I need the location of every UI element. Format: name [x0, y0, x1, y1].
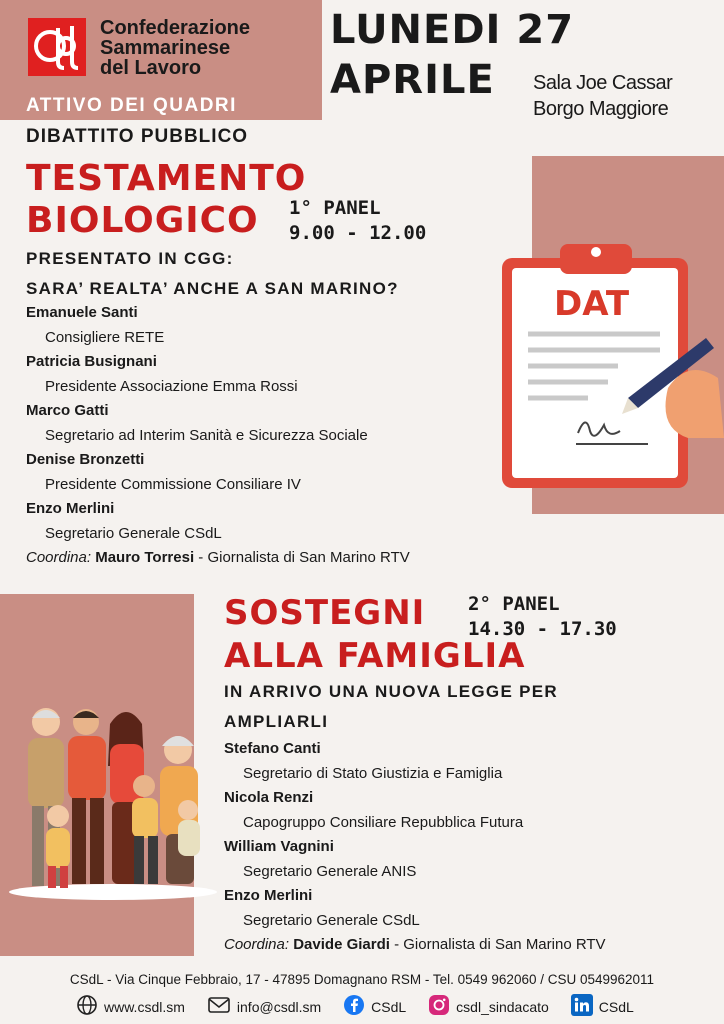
clipboard-illustration — [498, 238, 724, 494]
panel1-speakers — [26, 304, 506, 566]
footer-links — [76, 994, 656, 1019]
panel2-subtitle — [224, 677, 558, 737]
dibattito-label: DIBATTITO PUBBLICO — [26, 126, 249, 147]
event-date-day: LUNEDI 27 — [330, 7, 575, 53]
speaker-role: Presidente Commissione Consiliare IV — [45, 476, 301, 493]
panel2-title-line2: ALLA FAMIGLIA — [224, 636, 526, 676]
coordinator — [224, 936, 714, 953]
speaker-name: Enzo Merlini — [26, 500, 115, 517]
panel2-speakers — [224, 740, 714, 953]
panel1-number: 1° PANEL — [289, 197, 381, 219]
csdl-logo — [28, 18, 86, 76]
linkedin-icon — [571, 994, 593, 1019]
coordinator — [26, 549, 506, 566]
panel1-subtitle-line1: PRESENTATO IN CGG: — [26, 249, 234, 268]
instagram-icon — [428, 994, 450, 1019]
panel2-subtitle-line1: IN ARRIVO UNA NUOVA LEGGE PER — [224, 682, 558, 701]
globe-icon — [76, 994, 98, 1019]
speaker-role: Segretario Generale CSdL — [243, 912, 420, 929]
speaker-name: Patricia Busignani — [26, 353, 157, 370]
speaker-name: William Vagnini — [224, 838, 334, 855]
instagram-link[interactable] — [428, 994, 549, 1019]
speaker-name: Denise Bronzetti — [26, 451, 145, 468]
envelope-icon — [207, 995, 231, 1018]
speaker-role: Segretario Generale ANIS — [243, 863, 417, 880]
facebook-link[interactable] — [343, 994, 406, 1019]
panel1-subtitle — [26, 244, 399, 304]
coord-role: - Giornalista di San Marino RTV — [194, 549, 410, 566]
panel1-subtitle-line2: SARA’ REALTA’ ANCHE A SAN MARINO? — [26, 279, 399, 298]
speaker-role: Segretario di Stato Giustizia e Famiglia — [243, 765, 503, 782]
org-name — [100, 18, 250, 78]
speaker-role: Presidente Associazione Emma Rossi — [45, 378, 298, 395]
panel1-label — [289, 196, 426, 246]
speaker-name: Nicola Renzi — [224, 789, 314, 806]
email-text: info@csdl.sm — [236, 998, 322, 1015]
attivo-label: ATTIVO DEI QUADRI — [26, 95, 237, 116]
panel1-time: 9.00 - 12.00 — [289, 222, 427, 244]
event-date-month: APRILE — [330, 57, 495, 103]
speaker-name: Emanuele Santi — [26, 304, 138, 321]
facebook-text: CSdL — [371, 998, 407, 1015]
email-link[interactable] — [207, 995, 321, 1018]
linkedin-link[interactable] — [571, 994, 634, 1019]
panel1-title-line2: BIOLOGICO — [26, 200, 259, 241]
panel1-title-line1: TESTAMENTO — [26, 158, 307, 199]
speaker-role: Segretario ad Interim Sanità e Sicurezza Sociale — [45, 427, 368, 444]
speaker-name: Marco Gatti — [26, 402, 109, 419]
panel2-number: 2° PANEL — [468, 593, 560, 615]
speaker-role: Segretario Generale CSdL — [45, 525, 222, 542]
footer-address: CSdL - Via Cinque Febbraio, 17 - 47895 Domagnano RSM - Tel. 0549 962060 / CSU 0549962011 — [69, 972, 655, 987]
org-name-line3: del Lavoro — [100, 57, 202, 79]
speaker-name: Stefano Canti — [224, 740, 321, 757]
panel2-subtitle-line2: AMPLIARLI — [224, 712, 329, 731]
venue-line1: Sala Joe Cassar — [533, 72, 673, 94]
coord-role: - Giornalista di San Marino RTV — [389, 936, 606, 953]
org-name-line2: Sammarinese — [100, 37, 231, 59]
dat-label: DAT — [554, 284, 630, 324]
panel2-title-line1: SOSTEGNI — [224, 593, 426, 633]
speaker-name: Enzo Merlini — [224, 887, 313, 904]
instagram-text: csdl_sindacato — [456, 998, 549, 1015]
venue-line2: Borgo Maggiore — [533, 98, 669, 120]
panel2-label — [468, 592, 617, 642]
speaker-role: Capogruppo Consiliare Repubblica Futura — [243, 814, 524, 831]
panel2-time: 14.30 - 17.30 — [468, 618, 617, 640]
website-link[interactable] — [76, 994, 185, 1019]
coord-name: Davide Giardi — [293, 936, 390, 953]
coord-label: Coordina: — [26, 549, 92, 566]
venue — [533, 70, 672, 122]
family-illustration — [6, 706, 220, 902]
facebook-icon — [343, 994, 365, 1019]
website-text: www.csdl.sm — [104, 998, 185, 1015]
speaker-role: Consigliere RETE — [45, 329, 165, 346]
org-name-line1: Confederazione — [100, 17, 251, 39]
linkedin-text: CSdL — [598, 998, 634, 1015]
coord-label: Coordina: — [224, 936, 290, 953]
coord-name: Mauro Torresi — [95, 549, 195, 566]
